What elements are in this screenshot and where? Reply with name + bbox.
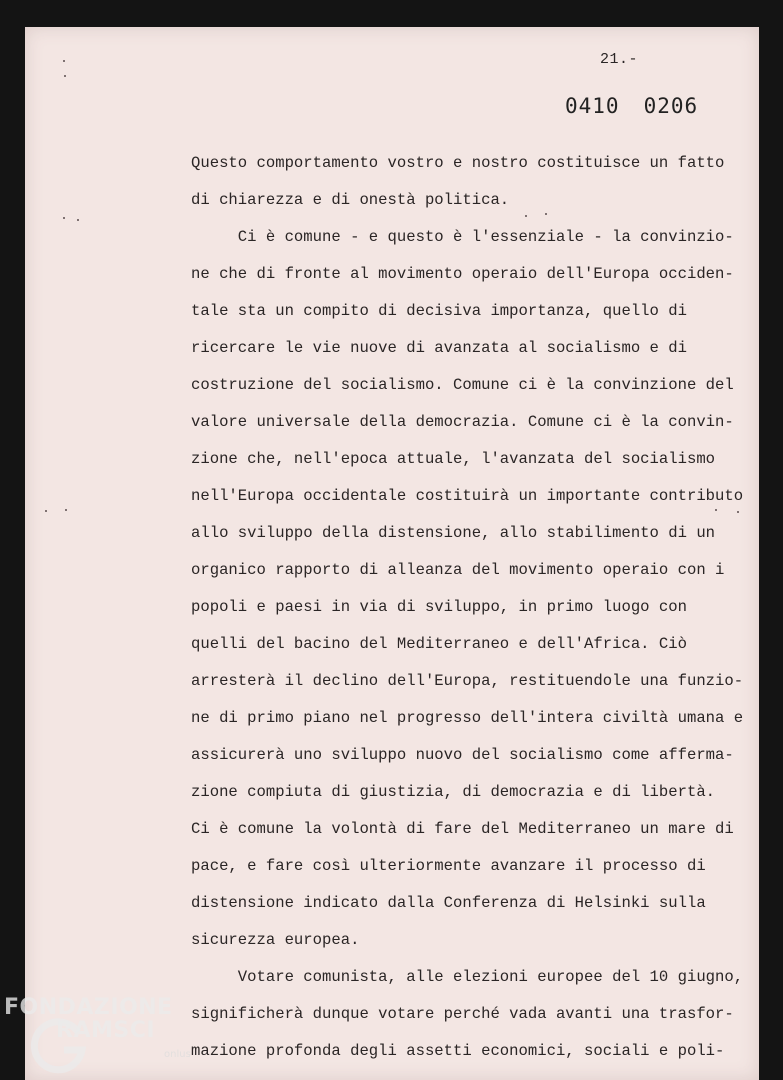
- watermark-line-3: onlus: [164, 1049, 191, 1060]
- paper-speck: [45, 510, 47, 512]
- text-line: assicurerà uno sviluppo nuovo del socialismo come afferma-: [191, 746, 734, 764]
- archive-code: [565, 94, 698, 118]
- paper-speck: [63, 217, 65, 219]
- fondazione-gramsci-watermark: [4, 992, 194, 1080]
- archive-code-part-1: 0410: [565, 94, 620, 118]
- text-line: Votare comunista, alle elezioni europee del 10 giugno,: [191, 968, 744, 986]
- text-line: Questo comportamento vostro e nostro costituisce un fatto: [191, 154, 725, 172]
- text-line: popoli e paesi in via di sviluppo, in primo luogo con: [191, 598, 687, 616]
- text-line: pace, e fare così ulteriormente avanzare il processo di: [191, 857, 706, 875]
- text-line: tale sta un compito di decisiva importanza, quello di: [191, 302, 687, 320]
- paper-speck: [65, 509, 67, 511]
- paper-speck: [77, 219, 79, 221]
- text-line: significherà dunque votare perché vada avanti una trasfor-: [191, 1005, 734, 1023]
- text-line: sicurezza europea.: [191, 931, 360, 949]
- text-line: ne che di fronte al movimento operaio dell'Europa occiden-: [191, 265, 734, 283]
- archive-code-part-2: 0206: [643, 94, 699, 118]
- text-line: Ci è comune - e questo è l'essenziale - la convinzio-: [191, 228, 734, 246]
- text-line: ne di primo piano nel progresso dell'intera civiltà umana e: [191, 709, 744, 727]
- page-number: 21.-: [600, 51, 639, 68]
- document-page: [25, 27, 759, 1080]
- watermark-line-2: RAMSCI: [56, 1018, 156, 1043]
- text-line: zione compiuta di giustizia, di democrazia e di libertà.: [191, 783, 716, 801]
- text-line: nell'Europa occidentale costituirà un importante contributo: [191, 487, 744, 505]
- watermark-line-1: FONDAZIONE: [4, 995, 173, 1020]
- text-line: di chiarezza e di onestà politica.: [191, 191, 510, 209]
- text-line: costruzione del socialismo. Comune ci è la convinzione del: [191, 376, 734, 394]
- text-line: ricercare le vie nuove di avanzata al socialismo e di: [191, 339, 687, 357]
- paper-speck: [525, 215, 527, 217]
- text-line: zione che, nell'epoca attuale, l'avanzata del socialismo: [191, 450, 716, 468]
- paper-speck: [715, 509, 717, 511]
- paper-speck: [64, 75, 66, 77]
- text-line: Ci è comune la volontà di fare del Mediterraneo un mare di: [191, 820, 734, 838]
- text-line: quelli del bacino del Mediterraneo e dell'Africa. Ciò: [191, 635, 687, 653]
- text-line: organico rapporto di alleanza del movimento operaio con i: [191, 561, 725, 579]
- text-line: distensione indicato dalla Conferenza di Helsinki sulla: [191, 894, 706, 912]
- paper-speck: [545, 213, 547, 215]
- text-line: arresterà il declino dell'Europa, restituendole una funzio-: [191, 672, 744, 690]
- paper-speck: [63, 60, 65, 62]
- paper-speck: [737, 511, 739, 513]
- text-line: valore universale della democrazia. Comune ci è la convin-: [191, 413, 734, 431]
- text-line: mazione profonda degli assetti economici, sociali e poli-: [191, 1042, 725, 1060]
- text-line: allo sviluppo della distensione, allo stabilimento di un: [191, 524, 716, 542]
